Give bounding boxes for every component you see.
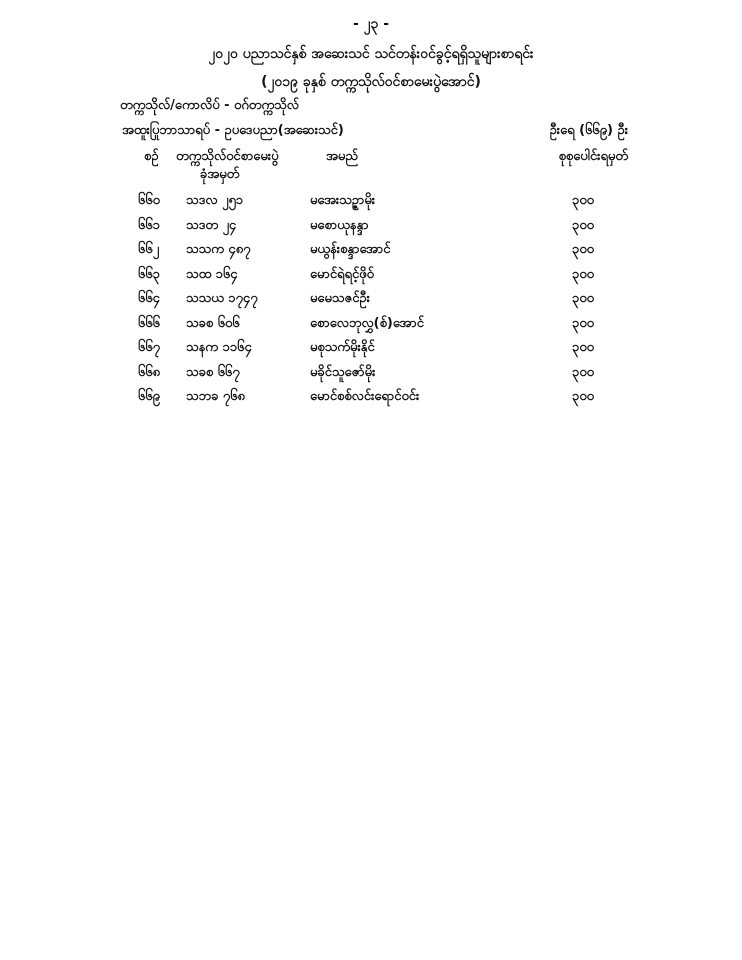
total-mark: ၃၀၀ — [572, 291, 594, 306]
total-mark: ၃၀၀ — [572, 340, 594, 355]
row-number: ၆၆၇ — [138, 340, 160, 355]
student-name: မမေသဇင်ဦး — [310, 291, 370, 306]
row-number: ၆၆၀ — [138, 193, 160, 208]
student-name: မခိုင်သူဇော်မိုး — [310, 364, 376, 380]
major-label: အထူးပြုဘာသာရပ် - ဥပဒေပညာ(အဆေးသင်) — [122, 123, 344, 138]
document-subtitle: (၂၀၁၉ ခုနှစ် တက္ကသိုလ်ဝင်စာမေးပွဲအောင်) — [261, 74, 481, 90]
column-header-roll: တက္ကသိုလ်ဝင်စာမေးပွဲ — [176, 149, 279, 164]
row-number: ၆၆၂ — [138, 242, 160, 257]
roll-number: သသက ၄၈၇ — [186, 242, 251, 257]
total-mark: ၃၀၀ — [572, 193, 594, 208]
roll-number: သခစ ၆၀၆ — [186, 315, 240, 331]
roll-number: သခစ ၆၆၇ — [186, 364, 240, 380]
table-row — [0, 241, 742, 266]
student-name: မောင်စစ်လင်းရောင်ဝင်း — [310, 389, 420, 404]
roll-number: သဒလ ၂၅၁ — [186, 193, 244, 208]
row-number: ၆၆၄ — [138, 291, 160, 306]
table-row — [0, 388, 742, 413]
total-count: ဦးရေ (၆၆၉) ဦး — [549, 123, 628, 138]
roll-number: သထ ၁၆၄ — [186, 266, 238, 282]
table-row — [0, 339, 742, 364]
student-list — [0, 192, 742, 413]
roll-number: သဒတ ၂၄ — [186, 217, 237, 233]
row-number: ၆၆၃ — [138, 266, 160, 282]
table-row — [0, 217, 742, 242]
page-number: - ၂၃ - — [352, 16, 390, 32]
student-name: မအေးသဉ္ဇာမိုး — [310, 193, 376, 208]
total-mark: ၃၀၀ — [572, 364, 594, 380]
total-mark: ၃၀၀ — [572, 266, 594, 282]
column-header-name: အမည် — [326, 149, 358, 164]
roll-number: သသယ ၁၇၄၇ — [186, 291, 258, 306]
table-row — [0, 192, 742, 217]
student-name: မစုသက်မိုးနိုင် — [310, 340, 375, 355]
student-name: စောလေဘုလွှ(စ်)အောင် — [310, 315, 424, 331]
total-mark: ၃၀၀ — [572, 389, 594, 404]
university-label: တက္ကသိုလ်/ကောလိပ် - ဝဂ်တက္ကသိုလ် — [120, 98, 299, 113]
roll-number: သနက ၁၁၆၄ — [186, 340, 252, 355]
row-number: ၆၆၉ — [138, 389, 160, 404]
roll-number: သဘခ ၇၆၈ — [186, 389, 245, 404]
document-title: ၂၀၂၀ ပညာသင်နှစ် အဆေးသင် သင်တန်းဝင်ခွင့်ရရှိသူများစာရင်း — [208, 46, 534, 62]
column-header-total: စုစုပေါင်းရမှတ် — [558, 149, 628, 164]
row-number: ၆၆၁ — [138, 217, 160, 233]
table-row — [0, 364, 742, 389]
table-row — [0, 290, 742, 315]
row-number: ၆၆၈ — [138, 364, 161, 380]
table-row — [0, 266, 742, 291]
total-mark: ၃၀၀ — [572, 217, 594, 233]
row-number: ၆၆၆ — [138, 315, 160, 331]
table-row — [0, 315, 742, 340]
column-header-roll-number: ခုံအမှတ် — [200, 167, 240, 182]
student-name: မစောယုနန္ဒာ — [310, 217, 369, 233]
total-mark: ၃၀၀ — [572, 242, 594, 257]
column-header-no: စဉ် — [144, 149, 159, 164]
student-name: မောင်ရဲရင့်ဖိုဝ် — [310, 266, 374, 282]
student-name: မယွန်းစန္ဒာအောင် — [310, 242, 391, 257]
total-mark: ၃၀၀ — [572, 315, 594, 331]
